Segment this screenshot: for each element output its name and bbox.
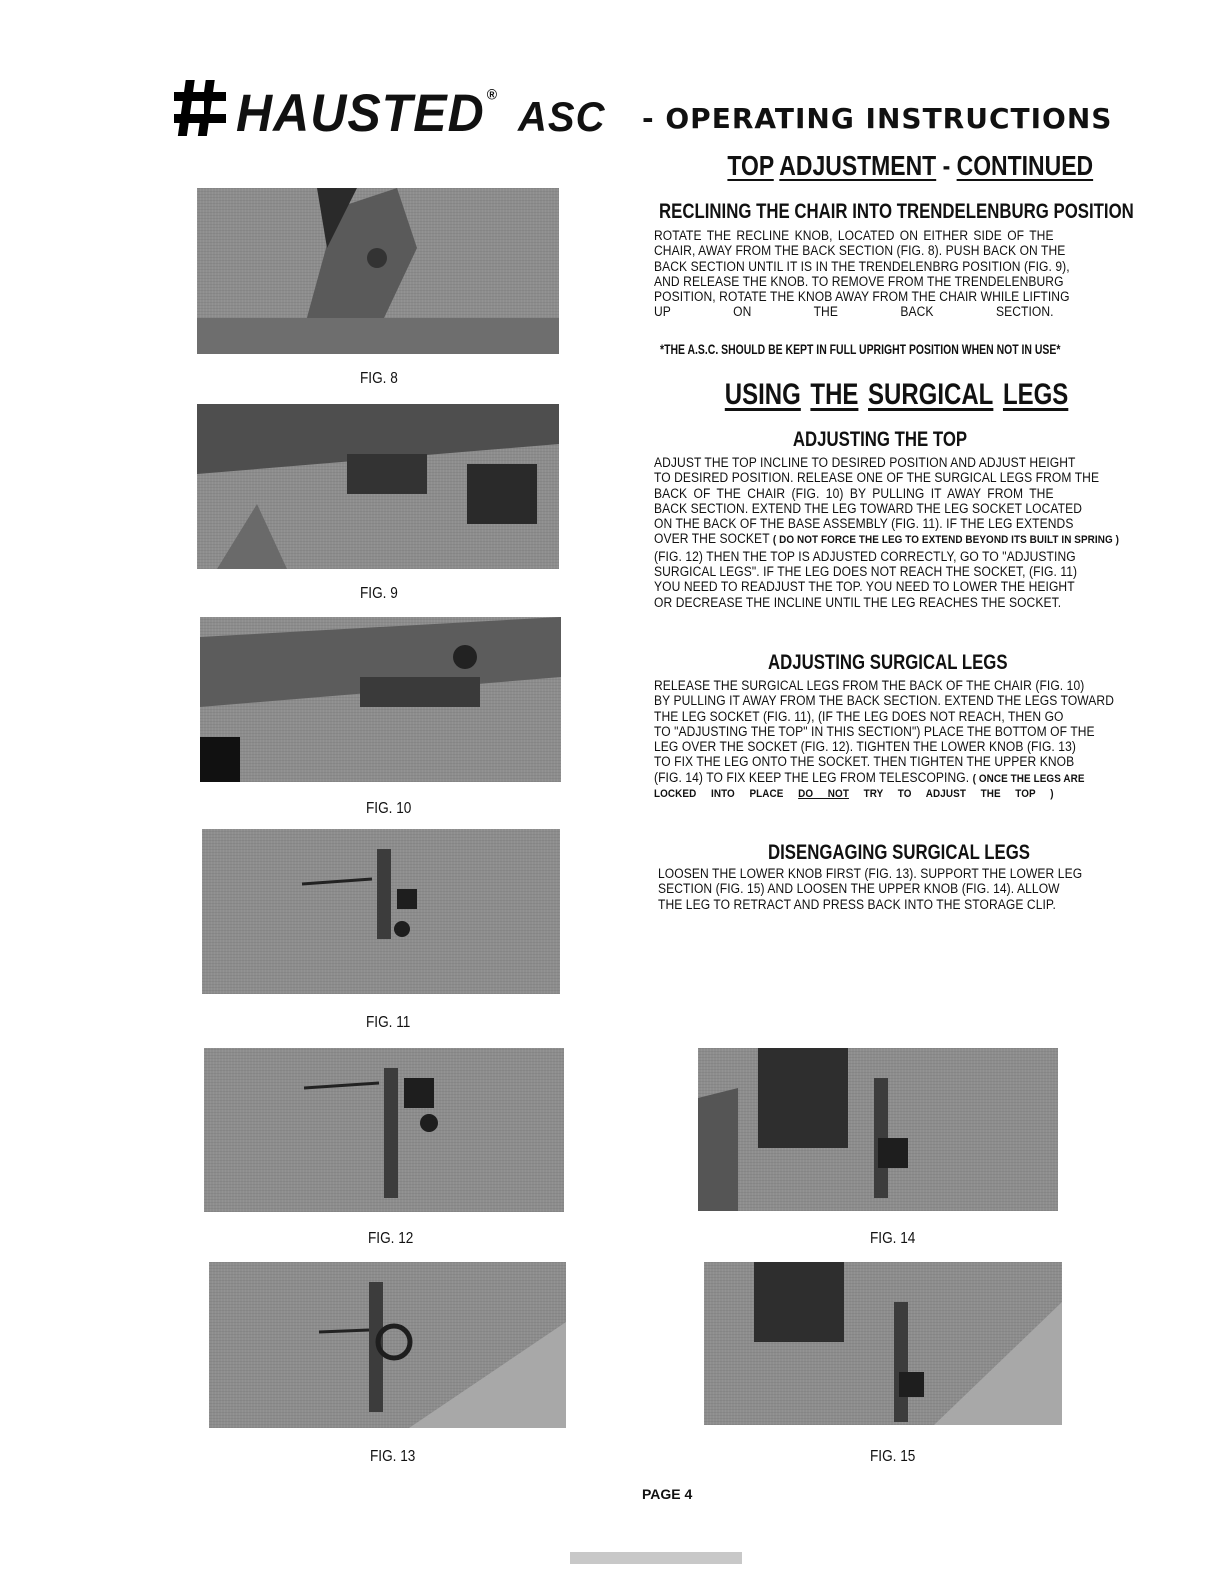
text-line: [654, 531, 1120, 548]
figure-caption: FIG. 13: [370, 1448, 416, 1465]
text-line: SECTION (FIG. 15) AND LOOSEN THE UPPER KNOB (FIG. 14). ALLOW: [658, 881, 1060, 897]
brand-name: HAUSTED: [236, 83, 485, 143]
figure-caption: FIG. 11: [366, 1014, 411, 1031]
warning-text: ( ONCE THE LEGS ARE: [972, 772, 1085, 785]
text-line: AND RELEASE THE KNOB. TO REMOVE FROM THE TRENDELENBURG: [654, 273, 1064, 289]
recline-heading: RECLINING THE CHAIR INTO TRENDELENBURG POSITION: [659, 200, 1134, 223]
text-line: POSITION, ROTATE THE KNOB AWAY FROM THE CHAIR WHILE LIFTING: [654, 289, 1070, 305]
figure-caption: FIG. 14: [870, 1230, 916, 1247]
figure-caption: FIG. 8: [360, 370, 398, 387]
brand-wordmark: [236, 83, 605, 144]
page-number: PAGE 4: [642, 1486, 693, 1502]
text-line: SURGICAL LEGS". IF THE LEG DOES NOT REACH THE SOCKET, (FIG. 11): [654, 564, 1078, 580]
figure-9-photo: [197, 404, 559, 569]
text-run: (FIG. 14) TO FIX KEEP THE LEG FROM TELESCOPING.: [654, 769, 970, 785]
text-line: TO DESIRED POSITION. RELEASE ONE OF THE SURGICAL LEGS FROM THE: [654, 470, 1100, 486]
text-line: ON THE BACK OF THE BASE ASSEMBLY (FIG. 11). IF THE LEG EXTENDS: [654, 516, 1074, 532]
section-title-word: TOP: [727, 150, 774, 181]
hausted-cross-logo-icon: [172, 78, 228, 138]
disengaging-paragraph: [658, 866, 1098, 912]
figure-8-photo: [197, 188, 559, 354]
text-line: [654, 787, 1054, 802]
text-line: [654, 769, 1085, 787]
text-line: LEG OVER THE SOCKET (FIG. 12). TIGHTEN THE LOWER KNOB (FIG. 13): [654, 739, 1076, 755]
legs-title-word: SURGICAL: [868, 378, 994, 411]
text-line: CHAIR, AWAY FROM THE BACK SECTION (FIG. 8). PUSH BACK ON THE: [654, 243, 1066, 259]
text-line: TO "ADJUSTING THE TOP" IN THIS SECTION") PLACE THE BOTTOM OF THE: [654, 723, 1095, 739]
text-line: ROTATE THE RECLINE KNOB, LOCATED ON EITHER SIDE OF THE: [654, 228, 1054, 243]
figure-caption: FIG. 15: [870, 1448, 916, 1465]
adjusting-legs-heading: ADJUSTING SURGICAL LEGS: [768, 651, 1008, 674]
brand-model: ASC: [518, 94, 606, 141]
figure-12-photo: [204, 1048, 564, 1212]
legs-section-title: [720, 378, 1069, 412]
adjusting-top-paragraph: [654, 455, 1120, 610]
figure-caption: FIG. 12: [368, 1230, 414, 1247]
text-run: OVER THE SOCKET: [654, 531, 770, 547]
adjusting-legs-paragraph: [654, 678, 1115, 802]
text-line: BACK OF THE CHAIR (FIG. 10) BY PULLING IT AWAY FROM THE: [654, 485, 1054, 501]
text-line: TO FIX THE LEG ONTO THE SOCKET. THEN TIGHTEN THE UPPER KNOB: [654, 754, 1075, 770]
text-line: THE LEG SOCKET (FIG. 11), (IF THE LEG DOES NOT REACH, THEN GO: [654, 708, 1064, 724]
text-line: THE LEG TO RETRACT AND PRESS BACK INTO THE STORAGE CLIP.: [658, 896, 1056, 912]
figure-caption: FIG. 10: [366, 800, 412, 817]
warning-text: TRY TO ADJUST THE TOP ): [863, 788, 1054, 801]
figure-11-photo: [202, 829, 560, 994]
text-line: (FIG. 12) THEN THE TOP IS ADJUSTED CORRECTLY, GO TO "ADJUSTING: [654, 548, 1076, 564]
warning-emphasis: DO NOT: [798, 788, 849, 801]
recline-paragraph: [654, 228, 1098, 320]
legs-title-word: THE: [810, 378, 859, 411]
adjusting-top-heading: ADJUSTING THE TOP: [792, 428, 968, 451]
text-line: BY PULLING IT AWAY FROM THE BACK SECTION. EXTEND THE LEGS TOWARD: [654, 693, 1115, 709]
figure-15-photo: [704, 1262, 1062, 1425]
text-line: RELEASE THE SURGICAL LEGS FROM THE BACK OF THE CHAIR (FIG. 10): [654, 678, 1085, 693]
text-line: BACK SECTION UNTIL IT IS IN THE TRENDELENBRG POSITION (FIG. 9),: [654, 258, 1070, 274]
figure-10-photo: [200, 617, 561, 782]
text-line: BACK SECTION. EXTEND THE LEG TOWARD THE LEG SOCKET LOCATED: [654, 500, 1083, 516]
section-title-word: ADJUSTMENT: [779, 150, 937, 181]
warning-text: LOCKED INTO PLACE: [654, 788, 784, 801]
legs-title-word: LEGS: [1002, 378, 1069, 411]
upright-note: *THE A.S.C. SHOULD BE KEPT IN FULL UPRIGHT POSITION WHEN NOT IN USE*: [660, 342, 1061, 357]
text-line: ADJUST THE TOP INCLINE TO DESIRED POSITION AND ADJUST HEIGHT: [654, 455, 1076, 470]
text-line: LOOSEN THE LOWER KNOB FIRST (FIG. 13). SUPPORT THE LOWER LEG: [658, 866, 1083, 881]
section-title-dash: -: [942, 150, 951, 181]
figure-13-photo: [209, 1262, 566, 1428]
disengaging-heading: DISENGAGING SURGICAL LEGS: [768, 841, 1030, 864]
section-title-word: CONTINUED: [956, 150, 1094, 181]
document-header: - OPERATING INSTRUCTIONS: [642, 102, 1113, 135]
legs-title-word: USING: [724, 378, 801, 411]
figure-14-photo: [698, 1048, 1058, 1211]
registered-mark: ®: [486, 85, 499, 103]
warning-text: ( DO NOT FORCE THE LEG TO EXTEND BEYOND ITS BUILT IN SPRING ): [772, 534, 1120, 547]
scan-artifact: [570, 1552, 742, 1564]
text-line: OR DECREASE THE INCLINE UNTIL THE LEG REACHES THE SOCKET.: [654, 594, 1062, 610]
text-line: UP ON THE BACK SECTION.: [654, 304, 1054, 320]
figure-caption: FIG. 9: [360, 585, 398, 602]
section-title: [727, 150, 1094, 182]
text-line: YOU NEED TO READJUST THE TOP. YOU NEED TO LOWER THE HEIGHT: [654, 579, 1075, 595]
